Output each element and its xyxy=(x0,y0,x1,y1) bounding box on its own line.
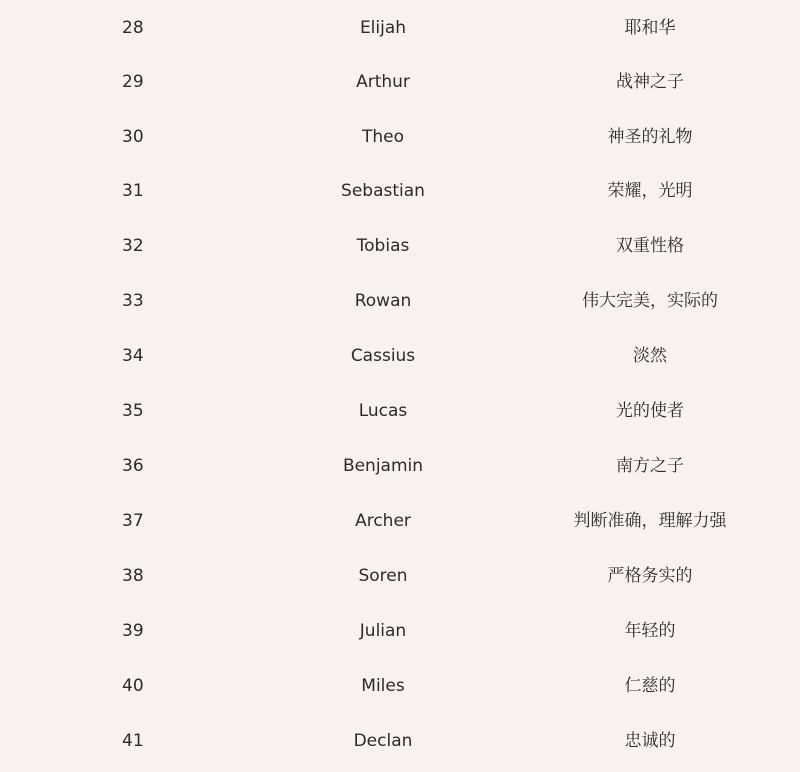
english-name: Benjamin xyxy=(342,456,424,476)
english-name: Arthur xyxy=(356,72,410,92)
row-number: 32 xyxy=(122,236,144,256)
table-row xyxy=(0,714,800,768)
name-meaning: 双重性格 xyxy=(616,236,684,256)
table-row xyxy=(0,164,800,218)
row-number: 41 xyxy=(122,731,144,751)
name-meaning: 耶和华 xyxy=(624,18,676,38)
row-number: 30 xyxy=(122,127,144,147)
table-row xyxy=(0,329,800,383)
table-row xyxy=(0,659,800,713)
name-meaning: 南方之子 xyxy=(616,456,684,476)
table-row xyxy=(0,494,800,548)
name-meaning: 淡然 xyxy=(633,346,667,366)
english-name: Julian xyxy=(359,621,407,641)
english-name: Elijah xyxy=(359,18,407,38)
name-meaning: 战神之子 xyxy=(616,72,684,92)
row-number: 39 xyxy=(122,621,144,641)
row-number: 28 xyxy=(122,18,144,38)
name-meaning: 判断准确，理解力强 xyxy=(573,511,727,531)
table-row xyxy=(0,1,800,55)
name-meaning: 荣耀，光明 xyxy=(607,181,693,201)
name-meaning: 光的使者 xyxy=(616,401,684,421)
name-meaning: 仁慈的 xyxy=(624,676,676,696)
english-name: Declan xyxy=(353,731,413,751)
name-meaning: 神圣的礼物 xyxy=(607,127,693,147)
row-number: 34 xyxy=(122,346,144,366)
row-number: 40 xyxy=(122,676,144,696)
english-name: Lucas xyxy=(358,401,408,421)
english-name: Rowan xyxy=(354,291,412,311)
row-number: 31 xyxy=(122,181,144,201)
table-row xyxy=(0,55,800,109)
table-row xyxy=(0,604,800,658)
row-number: 29 xyxy=(122,72,144,92)
row-number: 35 xyxy=(122,401,144,421)
english-name: Miles xyxy=(361,676,405,696)
table-row xyxy=(0,110,800,164)
english-name: Archer xyxy=(355,511,411,531)
english-name: Sebastian xyxy=(341,181,425,201)
english-name: Soren xyxy=(358,566,408,586)
table-row xyxy=(0,439,800,493)
english-name: Tobias xyxy=(356,236,410,256)
english-name: Theo xyxy=(361,127,405,147)
table-row xyxy=(0,274,800,328)
row-number: 37 xyxy=(122,511,144,531)
row-number: 38 xyxy=(122,566,144,586)
name-meaning: 伟大完美，实际的 xyxy=(582,291,718,311)
table-row xyxy=(0,549,800,603)
table-row xyxy=(0,384,800,438)
row-number: 33 xyxy=(122,291,144,311)
english-name: Cassius xyxy=(350,346,416,366)
name-meaning: 严格务实的 xyxy=(607,566,693,586)
name-meaning: 忠诚的 xyxy=(624,731,676,751)
row-number: 36 xyxy=(122,456,144,476)
table-row xyxy=(0,219,800,273)
name-meaning: 年轻的 xyxy=(624,621,676,641)
